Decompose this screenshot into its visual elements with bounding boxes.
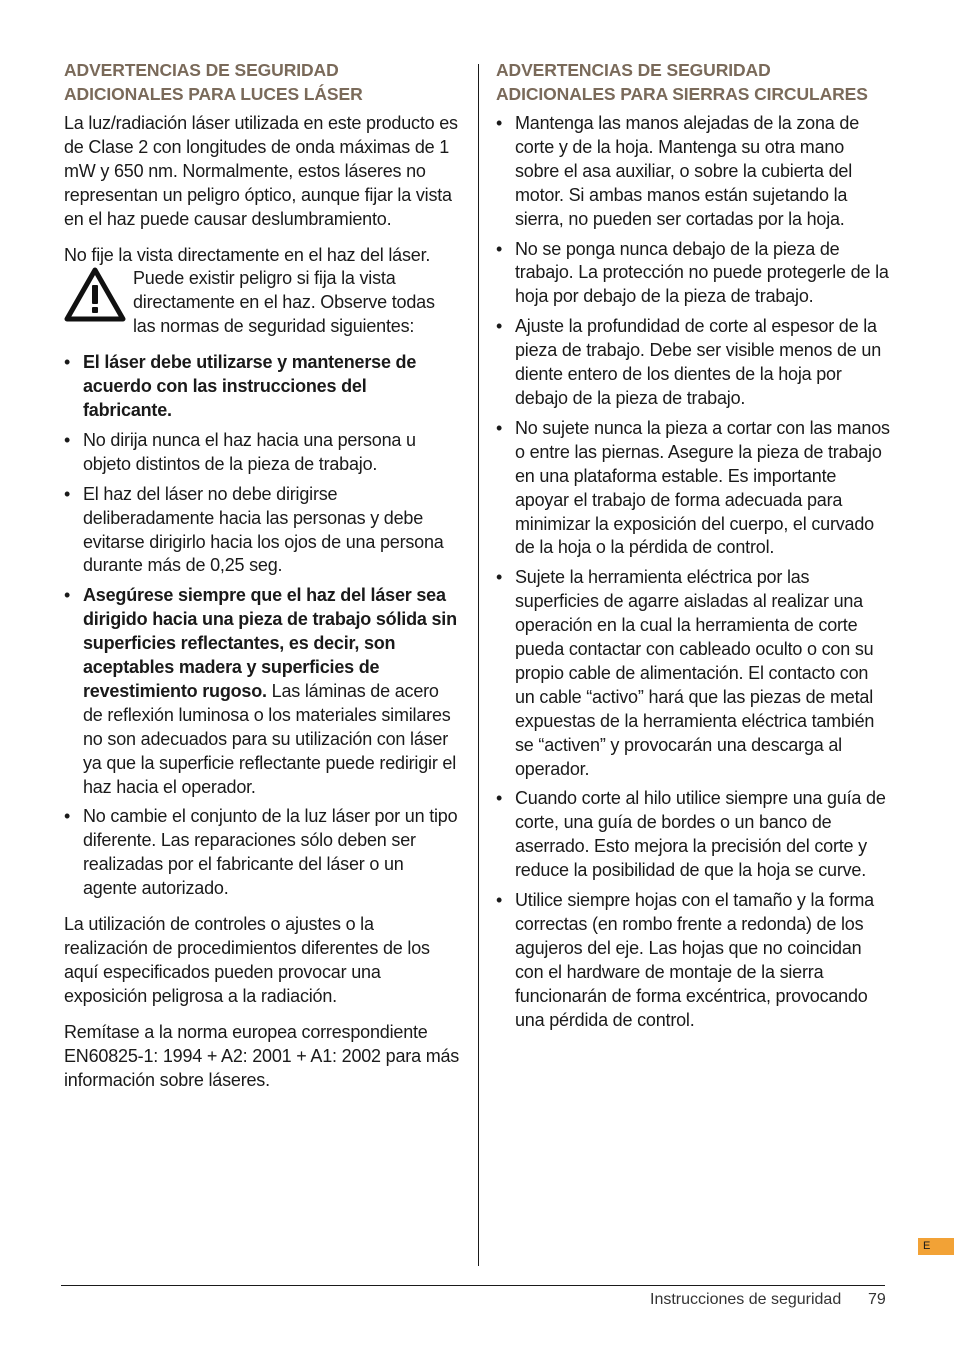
footer-section-label: Instrucciones de seguridad: [650, 1291, 842, 1308]
bullet-text: Las láminas de acero de reflexión luminosa o los materiales similares no son adecuados para su utilización con láser ya que la superficie reflectante puede redirigir el haz hacia el operador.: [83, 680, 457, 797]
list-item: • Sujete la herramienta eléctrica por las superficies de agarre aisladas al realizar una operación en la cual la herramienta de corte pueda contactar con cableado oculto o con su propio cable de alimentación. El contacto con un cable “activo” hará que las piezas de metal expuestas de la herramienta eléctrica también se “activen” y provocarán una descarga al operador.: [496, 566, 890, 781]
bullet-bold-text: El láser debe utilizarse y mantenerse de acuerdo con las instrucciones del fabricante.: [83, 352, 417, 420]
bullet-text: No cambie el conjunto de la luz láser por un tipo diferente. Las reparaciones sólo deben ser realizadas por el fabricante del láser o un agente autorizado.: [83, 806, 458, 899]
saw-bullet-list: [496, 112, 890, 1033]
warning-block: [64, 267, 460, 339]
list-item: • No se ponga nunca debajo de la pieza de trabajo. La protección no puede protegerle de la hoja por debajo de la pieza de trabajo.: [496, 238, 890, 310]
list-item: [64, 483, 460, 579]
list-item: • Utilice siempre hojas con el tamaño y la forma correctas (en rombo frente a redonda) de los agujeros del eje. Las hojas que no coincidan con el hardware de montaje de la sierra funcionarán de forma excéntrica, provocando una pérdida de control.: [496, 889, 890, 1032]
list-item: • No sujete nunca la pieza a cortar con las manos o entre las piernas. Asegure la pieza de trabajo en una plataforma estable. Es importante apoyar el trabajo de forma adecuada para minimizar la exposición del cuerpo, el curvado de la hoja o la pérdida de control.: [496, 417, 890, 560]
list-item: • Ajuste la profundidad de corte al espesor de la pieza de trabajo. Debe ser visible menos de un diente entero de los dientes de la hoja por debajo de la pieza de trabajo.: [496, 315, 890, 411]
laser-bullet-list: [64, 351, 460, 901]
warning-lead: No fije la vista directamente en el haz del láser.: [64, 244, 431, 265]
left-column: [64, 58, 460, 1104]
right-column: [496, 58, 890, 1045]
warning-text: Puede existir peligro si fija la vista directamente en el haz. Observe todas las normas de seguridad siguientes:: [133, 268, 435, 337]
laser-intro-paragraph: La luz/radiación láser utilizada en este producto es de Clase 2 con longitudes de onda máximas de 1 mW y 650 nm. Normalmente, estos láseres no representan un peligro óptico, aunque fijar la vista en el haz puede causar deslumbramiento.: [64, 113, 458, 229]
bullet-bold-text: Asegúrese siempre que el haz del láser sea dirigido hacia una pieza de trabajo sólida sin superficies reflectantes, es decir, son aceptables madera y superficies de revestimiento rugoso.: [83, 585, 457, 701]
list-item: • Mantenga las manos alejadas de la zona de corte y de la hoja. Mantenga su otra mano sobre el asa auxiliar, o sobre la cubierta del motor. Si ambas manos están sujetando la sierra, no pueden ser cortadas por la hoja.: [496, 112, 890, 232]
bullet-text: El haz del láser no debe dirigirse deliberadamente hacia las personas y debe evitarse dirigirlo hacia los ojos de una persona durante más de 0,25 seg.: [83, 483, 444, 576]
bullet-text: No dirija nunca el haz hacia una persona u objeto distintos de la pieza de trabajo.: [83, 429, 416, 474]
list-item: • Cuando corte al hilo utilice siempre una guía de corte, una guía de bordes o un banco de aserrado. Esto mejora la precisión del corte y reduce la posibilidad de que la hoja se curve.: [496, 787, 890, 883]
column-divider: [478, 64, 479, 1266]
list-item: [64, 429, 460, 477]
page-number: 79: [868, 1291, 886, 1308]
laser-warnings-heading: ADVERTENCIAS DE SEGURIDAD ADICIONALES PARA LUCES LÁSER: [64, 60, 363, 104]
language-tab: E: [918, 1238, 954, 1255]
list-item: [64, 351, 460, 423]
footer-rule: [61, 1285, 885, 1286]
norm-paragraph: Remítase a la norma europea correspondiente EN60825-1: 1994 + A2: 2001 + A1: 2002 para más información sobre láseres.: [64, 1021, 460, 1090]
warning-triangle-icon: [64, 267, 126, 323]
list-item: [64, 584, 460, 799]
saw-warnings-heading: ADVERTENCIAS DE SEGURIDAD ADICIONALES PARA SIERRAS CIRCULARES: [496, 60, 868, 104]
controls-paragraph: La utilización de controles o ajustes o la realización de procedimientos diferentes de los aquí especificados pueden provocar una exposición peligrosa a la radiación.: [64, 914, 430, 1006]
list-item: [64, 805, 460, 901]
